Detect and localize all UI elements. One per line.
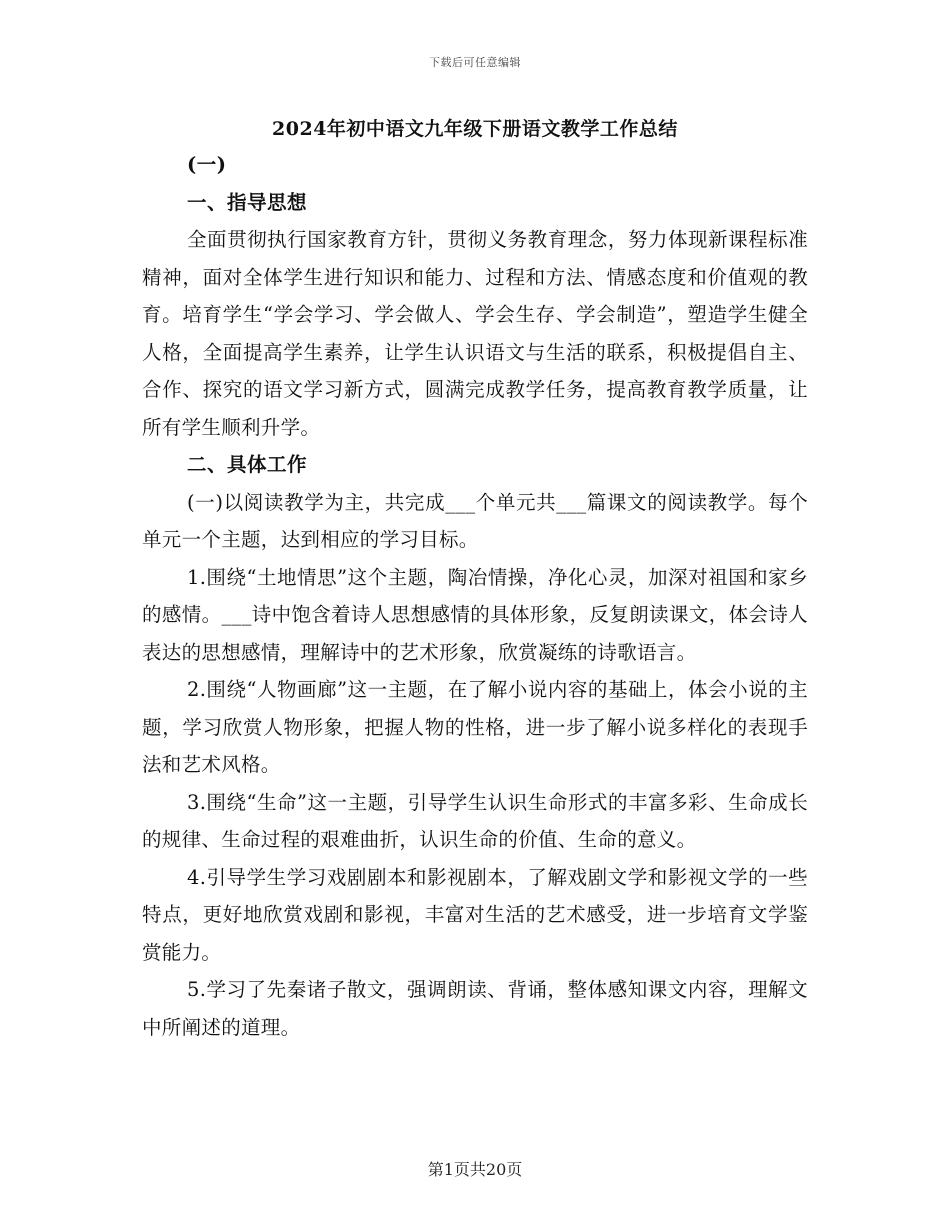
paragraph-item-3: 3.围绕“生命”这一主题，引导学生认识生命形式的丰富多彩、生命成长的规律、生命过程的艰难曲折，认识生命的价值、生命的意义。 bbox=[142, 790, 808, 851]
paragraph-item-1: 1.围绕“土地情思”这个主题，陶冶情操，净化心灵，加深对祖国和家乡的感情。___诗中饱含着诗人思想感情的具体形象，反复朗读课文，体会诗人表达的思想感情，理解诗中的艺术形象，欣赏凝练的诗歌语言。 bbox=[142, 565, 808, 664]
paragraph-item-4: 4.引导学生学习戏剧剧本和影视剧本，了解戏剧文学和影视文学的一些特点，更好地欣赏戏剧和影视，丰富对生活的艺术感受，进一步培育文学鉴赏能力。 bbox=[142, 865, 808, 964]
document-title: 2024年初中语文九年级下册语文教学工作总结 bbox=[272, 118, 678, 140]
part-label: (一) bbox=[187, 153, 227, 176]
paragraph-guiding-ideology: 全面贯彻执行国家教育方针，贯彻义务教育理念，努力体现新课程标准精神，面对全体学生进行知识和能力、过程和方法、情感态度和价值观的教育。培育学生“学会学习、学会做人、学会生存、学会制造”，塑造学生健全人格，全面提高学生素养，让学生认识语文与生活的联系，积极提倡自主、合作、探究的语文学习新方式，圆满完成教学任务，提高教育教学质量，让所有学生顺利升学。 bbox=[142, 228, 808, 439]
paragraph-item-5: 5.学习了先秦诸子散文，强调朗读、背诵，整体感知课文内容，理解文中所阐述的道理。 bbox=[142, 978, 808, 1039]
section-heading-specific-work: 二、具体工作 bbox=[187, 453, 308, 476]
paragraph-reading-teaching: (一)以阅读教学为主，共完成___个单元共___篇课文的阅读教学。每个单元一个主题，达到相应的学习目标。 bbox=[142, 490, 808, 551]
paragraph-item-2: 2.围绕“人物画廊”这一主题，在了解小说内容的基础上，体会小说的主题，学习欣赏人物形象，把握人物的性格，进一步了解小说多样化的表现手法和艺术风格。 bbox=[142, 678, 808, 776]
page-header-note: 下载后可任意编辑 bbox=[429, 56, 521, 69]
page-number-footer: 第1页共20页 bbox=[427, 1160, 523, 1179]
section-heading-guiding-ideology: 一、指导思想 bbox=[187, 190, 308, 214]
document-body bbox=[142, 146, 808, 1046]
